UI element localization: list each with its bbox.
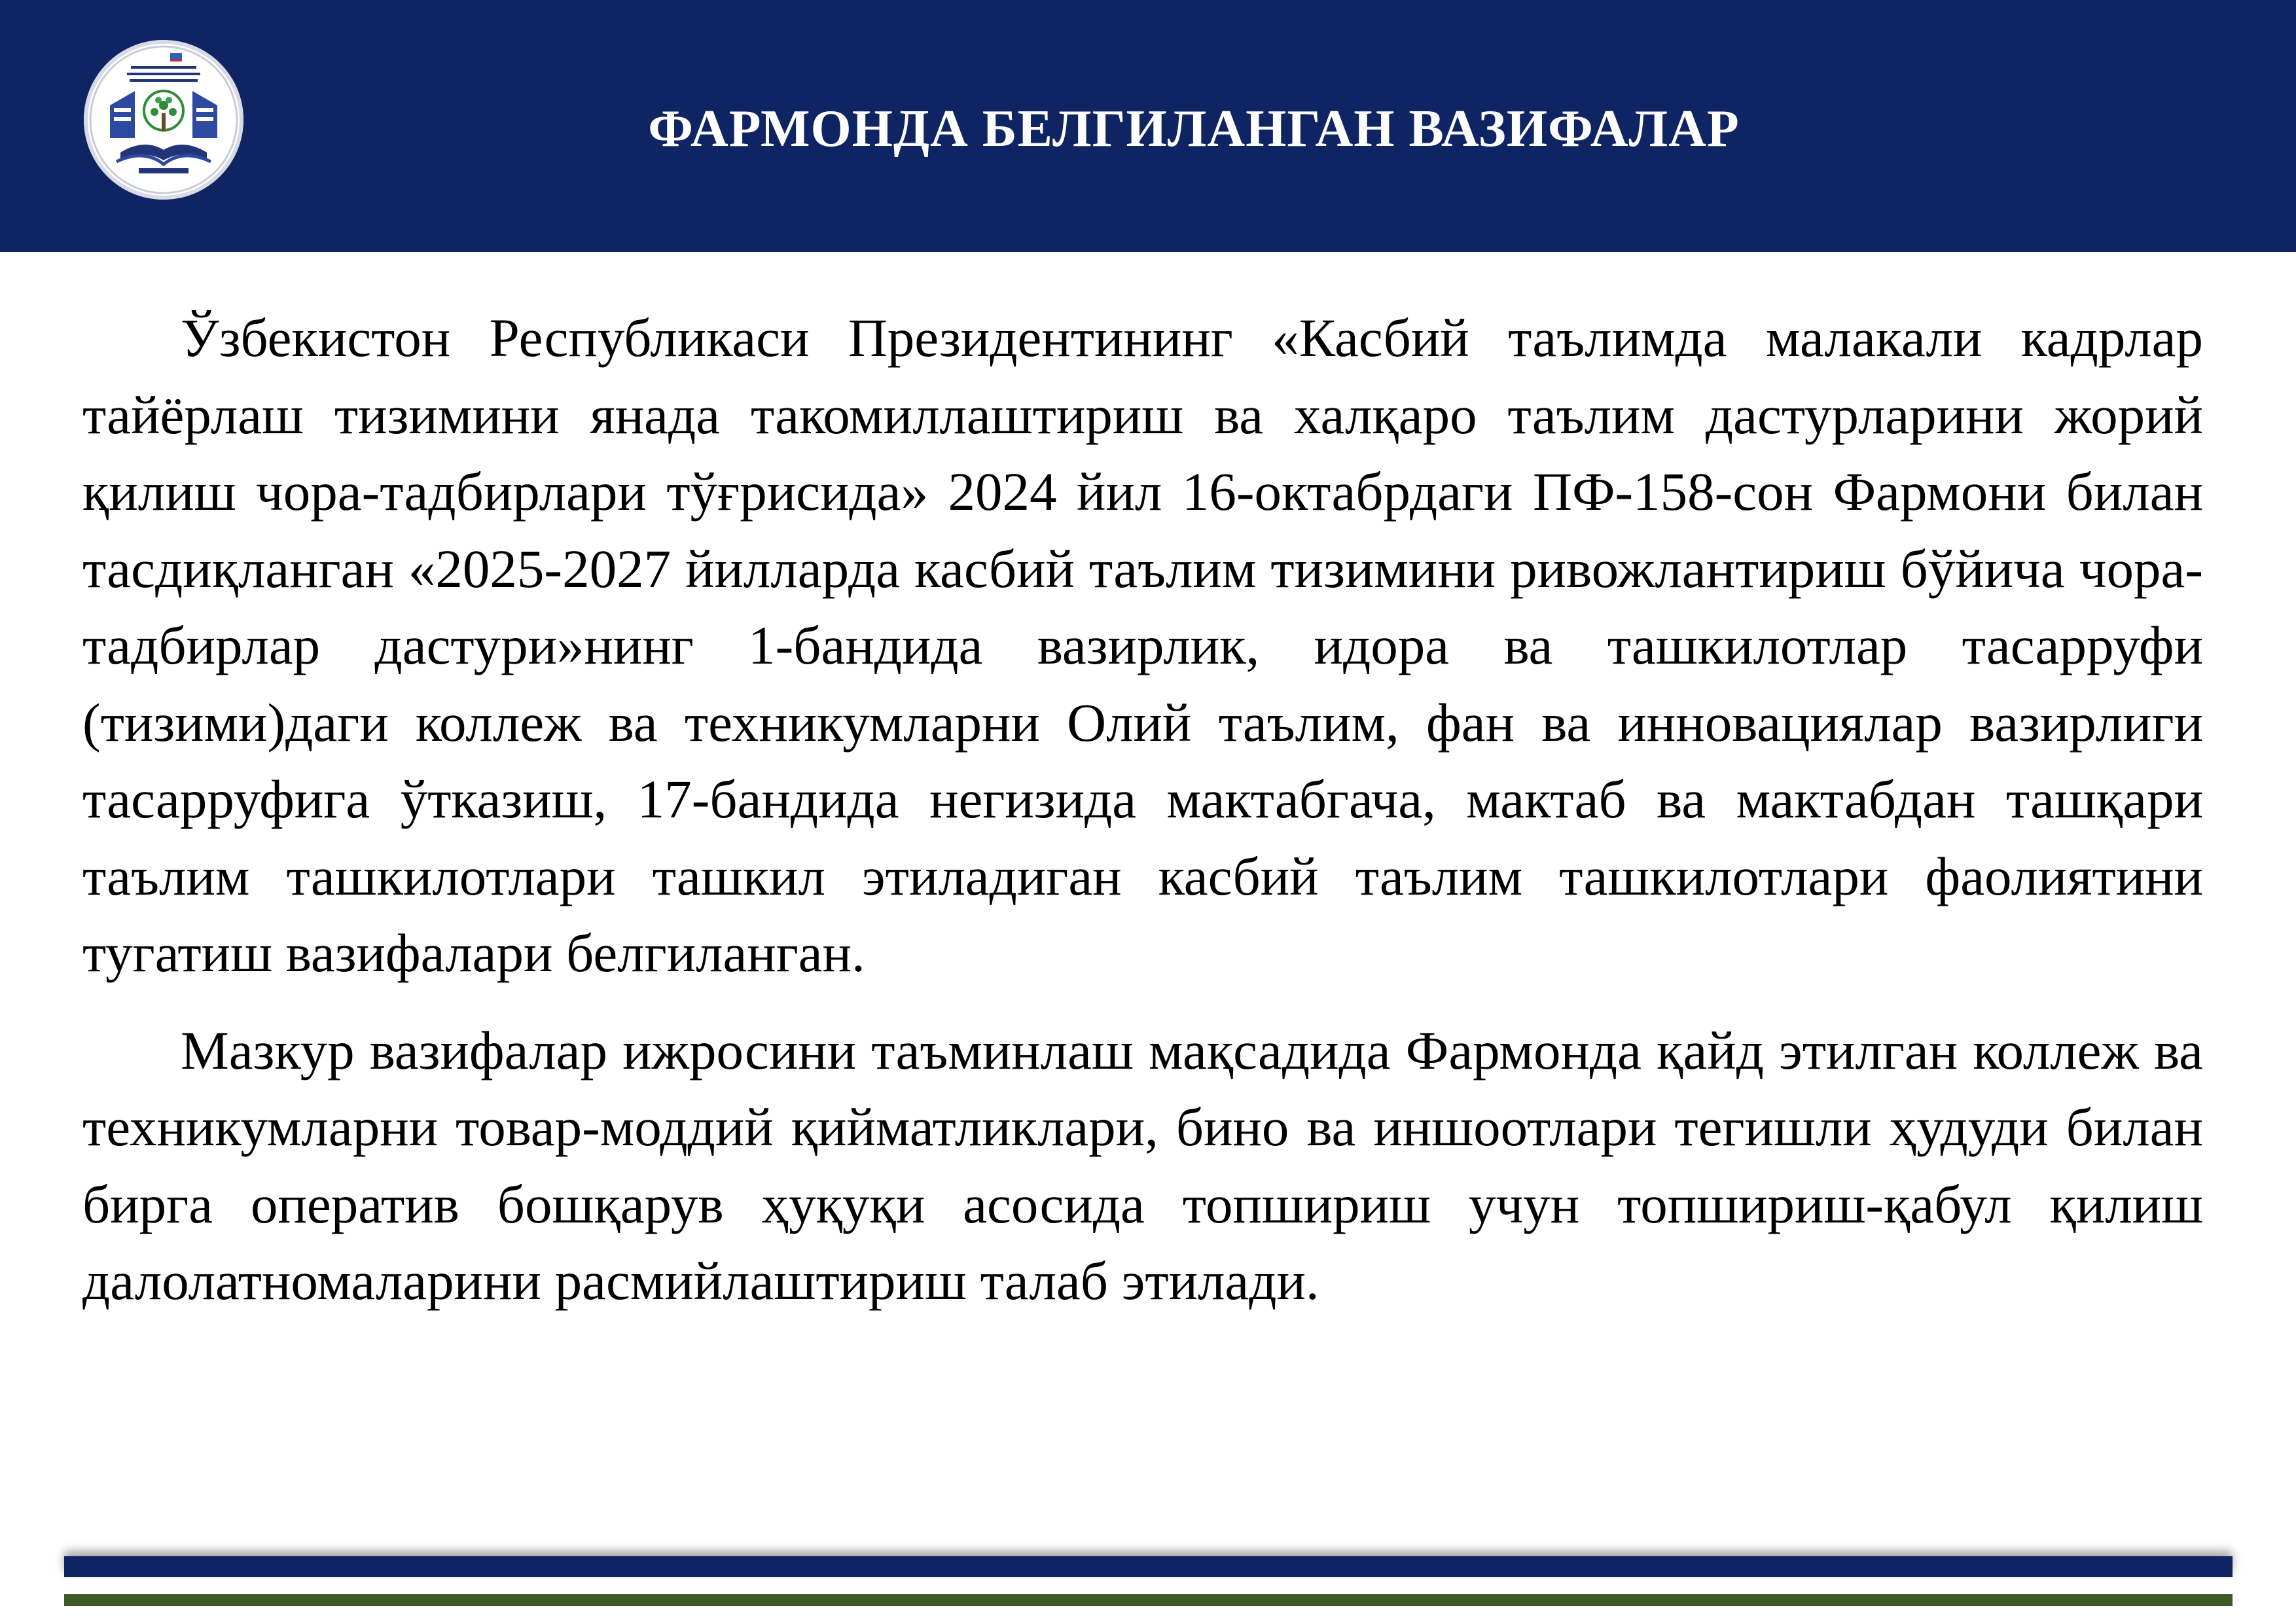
footer-bar-blue	[64, 1556, 2233, 1577]
footer-bar-green	[64, 1594, 2233, 1606]
page-title: ФАРМОНДА БЕЛГИЛАНГАН ВАЗИФАЛАР	[648, 100, 1740, 158]
paragraph-1: Ўзбекистон Республикаси Президентининг «Касбий таълимда малакали кадрлар тайёрлаш тизимини янада такомиллаштириш ва халқаро таълим дастурларини жорий қилиш чора-тадбирлари тўғрисида» 2024 йил 16-октабрдаги ПФ-158-сон Фармони билан тасдиқланган «2025-2027 йилларда касбий таълим тизимини ривожлантириш бўйича чора-тадбирлар дастури»нинг 1-бандида вазирлик, идора ва ташкилотлар тасарруфи (тизими)даги коллеж ва техникумларни Олий таълим, фан ва инновациялар вазирлиги тасарруфига ўтказиш, 17-бандида негизида мактабгача, мактаб ва мактабдан ташқари таълим ташкилотлари ташкил этиладиган касбий таълим ташкилотлари фаолиятини тугатиш вазифалари белгиланган.	[82, 308, 2203, 983]
paragraph-2: Мазкур вазифалар ижросини таъминлаш мақсадида Фармонда қайд этилган коллеж ва техникумларни товар-моддий қийматликлари, бино ва иншоотлари тегишли ҳудуди билан бирга оператив бошқарув ҳуқуқи асосида топшириш учун топшириш-қабул қилиш далолатномаларини расмийлаштириш талаб этилади.	[82, 1020, 2203, 1311]
header-bar	[0, 0, 2296, 252]
document-body	[82, 300, 2203, 1320]
